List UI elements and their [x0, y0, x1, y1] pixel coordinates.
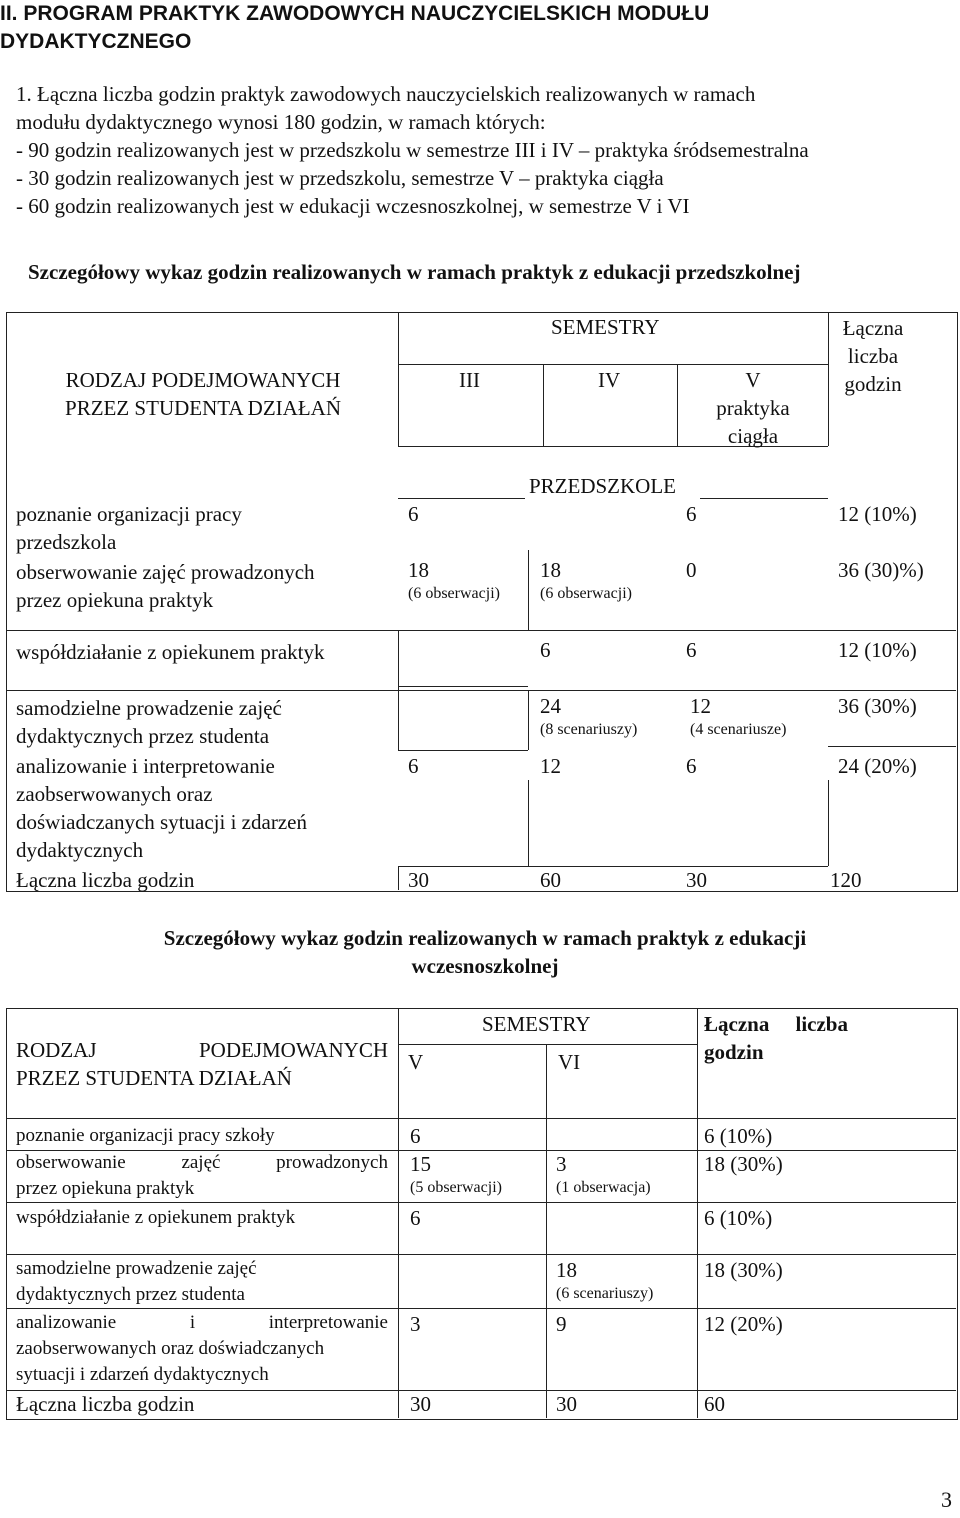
- table1-divider: [700, 498, 828, 499]
- table1-row-5-total: 24 (20%): [838, 754, 917, 778]
- table2-row-2-s6-note: (1 obserwacja): [556, 1179, 651, 1196]
- table2-row-1-label: poznanie organizacji pracy szkoły: [16, 1125, 275, 1146]
- table1-row-2-s4-note: (6 obserwacji): [540, 585, 632, 602]
- table1-divider: [398, 312, 399, 446]
- table1-total-s3: 30: [408, 868, 429, 892]
- table1-divider: [828, 312, 829, 446]
- intro-line-3: - 90 godzin realizowanych jest w przedszkolu w semestrze III i IV – praktyka śródsemestralna: [16, 138, 809, 162]
- table1-row-4-label-2: dydaktycznych przez studenta: [16, 724, 270, 748]
- table1-divider: [398, 750, 528, 751]
- table1-divider: [6, 630, 956, 631]
- table2-row-2-label-line1: [16, 1150, 388, 1176]
- table1-row-2-total: 36 (30)%): [838, 558, 924, 582]
- table1-header-sem-5-label: V: [745, 368, 761, 392]
- table2-header-semesters: SEMESTRY: [482, 1012, 591, 1036]
- table2-divider: [6, 1202, 956, 1203]
- table2-divider: [398, 1008, 399, 1418]
- table2-row-2-label: [16, 1150, 388, 1202]
- table1-total-label: Łączna liczba godzin: [16, 868, 195, 892]
- table2-header-activity-line1: [16, 1036, 388, 1064]
- table2-header-total-w3: godzin: [704, 1040, 764, 1064]
- table2-title-1: Szczegółowy wykaz godzin realizowanych w ramach praktyk z edukacji: [163, 926, 807, 950]
- table1-header-total-2: liczba: [847, 344, 899, 368]
- table2-header-sem-6: VI: [558, 1050, 581, 1074]
- table1-divider: [398, 364, 828, 365]
- table2-divider: [6, 1118, 956, 1119]
- table2-row-5-w1: analizowanie: [16, 1312, 117, 1333]
- table1-header-total-1: Łączna: [842, 316, 904, 340]
- table1-row-4-s4-value: 24: [540, 694, 561, 718]
- table2-header-activity-w2: PODEJMOWANYCH: [198, 1038, 388, 1062]
- intro-paragraph: [16, 80, 956, 220]
- table2-header-activity: [16, 1036, 388, 1092]
- table2-title-2: wczesnoszkolnej: [411, 954, 559, 978]
- table1-divider: [398, 866, 399, 890]
- table1-header-sem-5-note2: ciągła: [727, 424, 779, 448]
- table1-row-4-s5: [690, 692, 786, 740]
- table2-row-4-label-1: samodzielne prowadzenie zajęć: [16, 1258, 257, 1279]
- table1-row-5-s3: 6: [408, 754, 419, 778]
- table1-row-2-s5: 0: [686, 558, 697, 582]
- table1-row-1-label: [16, 500, 242, 556]
- table1-title: Szczegółowy wykaz godzin realizowanych w ramach praktyk z edukacji przedszkolnej: [28, 260, 801, 284]
- table2-row-4-label-2: dydaktycznych przez studenta: [16, 1284, 245, 1305]
- table1-total-sum: 120: [830, 868, 862, 892]
- table1-divider: [543, 364, 544, 446]
- table1-row-4-total: 36 (30%): [838, 694, 917, 718]
- table2-row-5-w2: i: [189, 1312, 196, 1333]
- table2-header-total-line1: [704, 1010, 848, 1038]
- table1-row-4-label: [16, 694, 282, 750]
- table2-row-4-label: [16, 1256, 257, 1308]
- table2-header-total-w1: Łączna: [704, 1012, 770, 1036]
- table2-row-2-w3: prowadzonych: [276, 1152, 388, 1173]
- table1-row-4-s4: [540, 692, 637, 740]
- table1-row-2-s3-value: 18: [408, 558, 429, 582]
- table1-header-sem-5-note1: praktyka: [716, 396, 790, 420]
- heading-line-2: DYDAKTYCZNEGO: [0, 30, 192, 53]
- table1-divider: [6, 690, 956, 691]
- table1-divider: [398, 498, 525, 499]
- intro-line-1: 1. Łączna liczba godzin praktyk zawodowych nauczycielskich realizowanych w ramach: [16, 82, 756, 106]
- table1-row-2-label-2: przez opiekuna praktyk: [16, 588, 214, 612]
- table2-divider: [697, 1008, 698, 1418]
- table1-total-s4: 60: [540, 868, 561, 892]
- table1-header-total-3: godzin: [844, 372, 902, 396]
- table1-row-4-s5-note: (4 scenariusze): [690, 721, 787, 738]
- table1-row-4-s4-note: (8 scenariuszy): [540, 721, 638, 738]
- table1-row-1-s5: 6: [686, 502, 697, 526]
- table1-row-3-label: współdziałanie z opiekunem praktyk: [16, 640, 325, 664]
- table2-divider: [6, 1308, 956, 1309]
- table1-header-activity-label: RODZAJ PODEJMOWANYCH PRZEZ STUDENTA DZIAŁAŃ: [65, 368, 341, 420]
- table1-row-5-label-4: dydaktycznych: [16, 838, 144, 862]
- table2-row-5-s5: 3: [410, 1312, 421, 1336]
- table1-row-5-label-1: analizowanie i interpretowanie: [16, 754, 275, 778]
- table1-divider: [528, 690, 529, 750]
- table2-row-5-label-line3: sytuacji i zdarzeń dydaktycznych: [16, 1364, 269, 1385]
- table1-row-3-s5: 6: [686, 638, 697, 662]
- table2-divider: [398, 1044, 697, 1045]
- table1-row-1-label-1: poznanie organizacji pracy: [16, 502, 242, 526]
- table2-row-4-s6-note: (6 scenariuszy): [556, 1285, 654, 1302]
- table2-row-2-w2: zajęć: [181, 1152, 221, 1173]
- table2-total-label: Łączna liczba godzin: [16, 1392, 195, 1416]
- table2-total-s5: 30: [410, 1392, 431, 1416]
- table1-row-4-s5-value: 12: [690, 694, 711, 718]
- document-heading: [0, 0, 900, 56]
- table1-header-sem-3: III: [459, 368, 480, 392]
- table2-header-sem-5: V: [408, 1050, 424, 1074]
- table2-row-2-s6-value: 3: [556, 1152, 567, 1176]
- heading-line-1: II. PROGRAM PRAKTYK ZAWODOWYCH NAUCZYCIELSKICH MODUŁU: [0, 2, 710, 25]
- table1-divider: [398, 866, 828, 867]
- table2-title: [60, 924, 910, 980]
- table1-row-2-s3: [408, 556, 500, 604]
- table2-row-2-s6: [556, 1150, 651, 1198]
- table2-header-activity-line2: PRZEZ STUDENTA DZIAŁAŃ: [16, 1066, 292, 1090]
- table2-row-3-label: współdziałanie z opiekunem praktyk: [16, 1207, 296, 1228]
- table1-row-1-s3: 6: [408, 502, 419, 526]
- table1-divider: [528, 550, 529, 630]
- table2-row-2-label-line2: przez opiekuna praktyk: [16, 1178, 195, 1199]
- table1-row-2-s3-note: (6 obserwacji): [408, 585, 500, 602]
- table1-header-activity: [8, 366, 398, 422]
- table1-header-sem-4: IV: [598, 368, 621, 392]
- table2-row-4-s6: [556, 1256, 653, 1304]
- table2-row-5-w3: interpretowanie: [268, 1312, 388, 1333]
- table2-divider: [546, 1044, 547, 1418]
- page-number: 3: [941, 1487, 952, 1512]
- table1-divider: [528, 780, 529, 866]
- table1-row-3-total: 12 (10%): [838, 638, 917, 662]
- table1-place: PRZEDSZKOLE: [529, 474, 676, 498]
- table1-divider: [677, 364, 678, 446]
- table2-row-3-s5: 6: [410, 1206, 421, 1230]
- table2-header-total-w2: liczba: [795, 1012, 848, 1036]
- table1-row-2-s4: [540, 556, 632, 604]
- table1-total-s5: 30: [686, 868, 707, 892]
- intro-line-5: - 60 godzin realizowanych jest w edukacji wczesnoszkolnej, w semestrze V i VI: [16, 194, 690, 218]
- table1-header-total: [830, 314, 916, 398]
- table2-row-5-total: 12 (20%): [704, 1312, 783, 1336]
- table1-row-3-s4: 6: [540, 638, 551, 662]
- table1-row-5-label: [16, 752, 307, 864]
- table1-row-1-total: 12 (10%): [838, 502, 917, 526]
- table1-row-2-s4-value: 18: [540, 558, 561, 582]
- table2-row-2-s5-note: (5 obserwacji): [410, 1179, 502, 1196]
- table2-row-4-s6-value: 18: [556, 1258, 577, 1282]
- table2-divider: [6, 1254, 956, 1255]
- intro-line-2: modułu dydaktycznego wynosi 180 godzin, w ramach których:: [16, 110, 546, 134]
- table1-row-5-label-2: zaobserwowanych oraz: [16, 782, 213, 806]
- table1-header-sem-5: [680, 366, 826, 450]
- table1-divider: [828, 780, 829, 866]
- table2-row-5-label-line2: zaobserwowanych oraz doświadczanych: [16, 1338, 325, 1359]
- table1-row-5-s5: 6: [686, 754, 697, 778]
- table2-row-2-total: 18 (30%): [704, 1152, 783, 1176]
- table1-row-5-label-3: doświadczanych sytuacji i zdarzeń: [16, 810, 307, 834]
- table2-header-activity-w1: RODZAJ: [16, 1038, 97, 1062]
- table2-row-2-s5: [410, 1150, 502, 1198]
- table1-row-4-label-1: samodzielne prowadzenie zajęć: [16, 696, 282, 720]
- table1-header-semesters: SEMESTRY: [551, 315, 660, 339]
- table2-total-s6: 30: [556, 1392, 577, 1416]
- table2-header-total: [704, 1010, 848, 1066]
- table2-row-5-s6: 9: [556, 1312, 567, 1336]
- table2-total-sum: 60: [704, 1392, 725, 1416]
- table2-row-4-total: 18 (30%): [704, 1258, 783, 1282]
- table2-row-5-label: [16, 1310, 388, 1388]
- table2-row-2-s5-value: 15: [410, 1152, 431, 1176]
- table1-divider: [398, 630, 399, 690]
- table1-row-5-s4: 12: [540, 754, 561, 778]
- table1-row-2-label-1: obserwowanie zajęć prowadzonych: [16, 560, 315, 584]
- table1-divider: [398, 686, 528, 687]
- table1-divider: [828, 746, 956, 747]
- table2-row-5-label-line1: [16, 1310, 388, 1336]
- intro-line-4: - 30 godzin realizowanych jest w przedszkolu, semestrze V – praktyka ciągła: [16, 166, 664, 190]
- table2-row-1-s5: 6: [410, 1124, 421, 1148]
- table2-row-1-total: 6 (10%): [704, 1124, 773, 1148]
- table1-row-1-label-2: przedszkola: [16, 530, 117, 554]
- table1-row-2-label: [16, 558, 315, 614]
- table2-row-2-w1: obserwowanie: [16, 1152, 126, 1173]
- table1-divider: [398, 690, 399, 750]
- table2-row-3-total: 6 (10%): [704, 1206, 773, 1230]
